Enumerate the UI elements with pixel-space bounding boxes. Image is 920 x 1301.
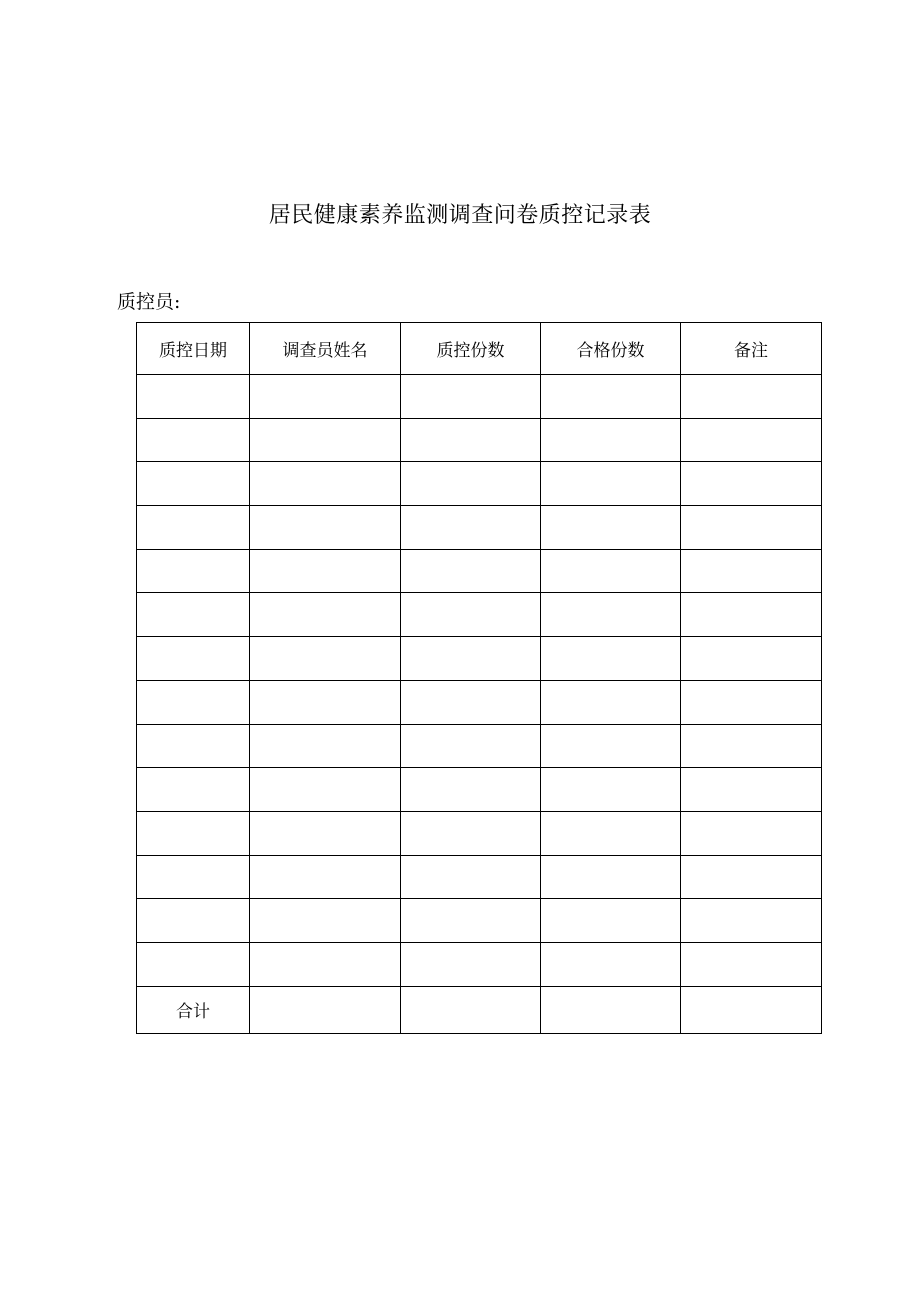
total-surveyor-name[interactable]: [250, 986, 401, 1033]
cell-surveyor-name[interactable]: [250, 855, 401, 899]
cell-remarks[interactable]: [681, 506, 822, 550]
cell-remarks[interactable]: [681, 942, 822, 986]
cell-qc-date[interactable]: [137, 899, 250, 943]
cell-remarks[interactable]: [681, 855, 822, 899]
cell-qc-count[interactable]: [401, 549, 541, 593]
cell-surveyor-name[interactable]: [250, 811, 401, 855]
cell-remarks[interactable]: [681, 462, 822, 506]
table-row: [137, 549, 822, 593]
cell-surveyor-name[interactable]: [250, 942, 401, 986]
table-row: [137, 768, 822, 812]
table-row: [137, 593, 822, 637]
cell-surveyor-name[interactable]: [250, 375, 401, 419]
cell-qc-date[interactable]: [137, 768, 250, 812]
cell-qc-date[interactable]: [137, 506, 250, 550]
cell-qc-date[interactable]: [137, 942, 250, 986]
header-remarks: 备注: [681, 323, 822, 375]
cell-qc-count[interactable]: [401, 506, 541, 550]
cell-qualified-count[interactable]: [541, 375, 681, 419]
cell-remarks[interactable]: [681, 811, 822, 855]
cell-qc-count[interactable]: [401, 811, 541, 855]
cell-qualified-count[interactable]: [541, 418, 681, 462]
table-row: [137, 942, 822, 986]
cell-remarks[interactable]: [681, 375, 822, 419]
total-qualified-count[interactable]: [541, 986, 681, 1033]
header-qualified-count: 合格份数: [541, 323, 681, 375]
table-header-row: [137, 323, 822, 375]
cell-remarks[interactable]: [681, 593, 822, 637]
cell-qc-date[interactable]: [137, 855, 250, 899]
table-row: [137, 375, 822, 419]
cell-qc-count[interactable]: [401, 462, 541, 506]
cell-qc-count[interactable]: [401, 768, 541, 812]
cell-qc-date[interactable]: [137, 680, 250, 724]
cell-surveyor-name[interactable]: [250, 899, 401, 943]
header-surveyor-name: 调查员姓名: [250, 323, 401, 375]
cell-qualified-count[interactable]: [541, 899, 681, 943]
cell-surveyor-name[interactable]: [250, 593, 401, 637]
cell-qualified-count[interactable]: [541, 549, 681, 593]
cell-qc-count[interactable]: [401, 637, 541, 681]
cell-qualified-count[interactable]: [541, 462, 681, 506]
cell-remarks[interactable]: [681, 549, 822, 593]
cell-surveyor-name[interactable]: [250, 418, 401, 462]
table-row: [137, 637, 822, 681]
cell-qualified-count[interactable]: [541, 506, 681, 550]
cell-qc-count[interactable]: [401, 418, 541, 462]
cell-qc-date[interactable]: [137, 462, 250, 506]
total-row: [137, 986, 822, 1033]
cell-qualified-count[interactable]: [541, 680, 681, 724]
table-row: [137, 811, 822, 855]
inspector-label: 质控员:: [117, 291, 181, 313]
cell-surveyor-name[interactable]: [250, 462, 401, 506]
cell-surveyor-name[interactable]: [250, 549, 401, 593]
total-remarks[interactable]: [681, 986, 822, 1033]
table-row: [137, 724, 822, 768]
cell-remarks[interactable]: [681, 724, 822, 768]
cell-qc-count[interactable]: [401, 855, 541, 899]
qc-record-table: [136, 322, 822, 1034]
document-title: 居民健康素养监测调查问卷质控记录表: [268, 203, 652, 228]
cell-qc-count[interactable]: [401, 375, 541, 419]
cell-surveyor-name[interactable]: [250, 768, 401, 812]
cell-surveyor-name[interactable]: [250, 506, 401, 550]
cell-qc-date[interactable]: [137, 637, 250, 681]
cell-remarks[interactable]: [681, 680, 822, 724]
cell-qualified-count[interactable]: [541, 768, 681, 812]
cell-qc-date[interactable]: [137, 375, 250, 419]
cell-qualified-count[interactable]: [541, 724, 681, 768]
cell-qc-count[interactable]: [401, 942, 541, 986]
cell-qc-date[interactable]: [137, 811, 250, 855]
total-qc-count[interactable]: [401, 986, 541, 1033]
cell-qc-count[interactable]: [401, 724, 541, 768]
cell-qc-count[interactable]: [401, 593, 541, 637]
cell-qualified-count[interactable]: [541, 942, 681, 986]
cell-qc-count[interactable]: [401, 899, 541, 943]
table-row: [137, 855, 822, 899]
cell-qc-count[interactable]: [401, 680, 541, 724]
cell-qualified-count[interactable]: [541, 637, 681, 681]
cell-qc-date[interactable]: [137, 418, 250, 462]
cell-qualified-count[interactable]: [541, 811, 681, 855]
table-row: [137, 506, 822, 550]
cell-qc-date[interactable]: [137, 549, 250, 593]
cell-remarks[interactable]: [681, 418, 822, 462]
table-row: [137, 899, 822, 943]
table-row: [137, 418, 822, 462]
cell-qc-date[interactable]: [137, 724, 250, 768]
cell-qc-date[interactable]: [137, 593, 250, 637]
cell-remarks[interactable]: [681, 637, 822, 681]
header-qc-date: 质控日期: [137, 323, 250, 375]
cell-surveyor-name[interactable]: [250, 680, 401, 724]
cell-qualified-count[interactable]: [541, 855, 681, 899]
header-qc-count: 质控份数: [401, 323, 541, 375]
total-label: 合计: [137, 986, 250, 1033]
table-body: [137, 375, 822, 1034]
table-row: [137, 462, 822, 506]
cell-surveyor-name[interactable]: [250, 637, 401, 681]
cell-remarks[interactable]: [681, 768, 822, 812]
table-row: [137, 680, 822, 724]
cell-remarks[interactable]: [681, 899, 822, 943]
cell-qualified-count[interactable]: [541, 593, 681, 637]
cell-surveyor-name[interactable]: [250, 724, 401, 768]
